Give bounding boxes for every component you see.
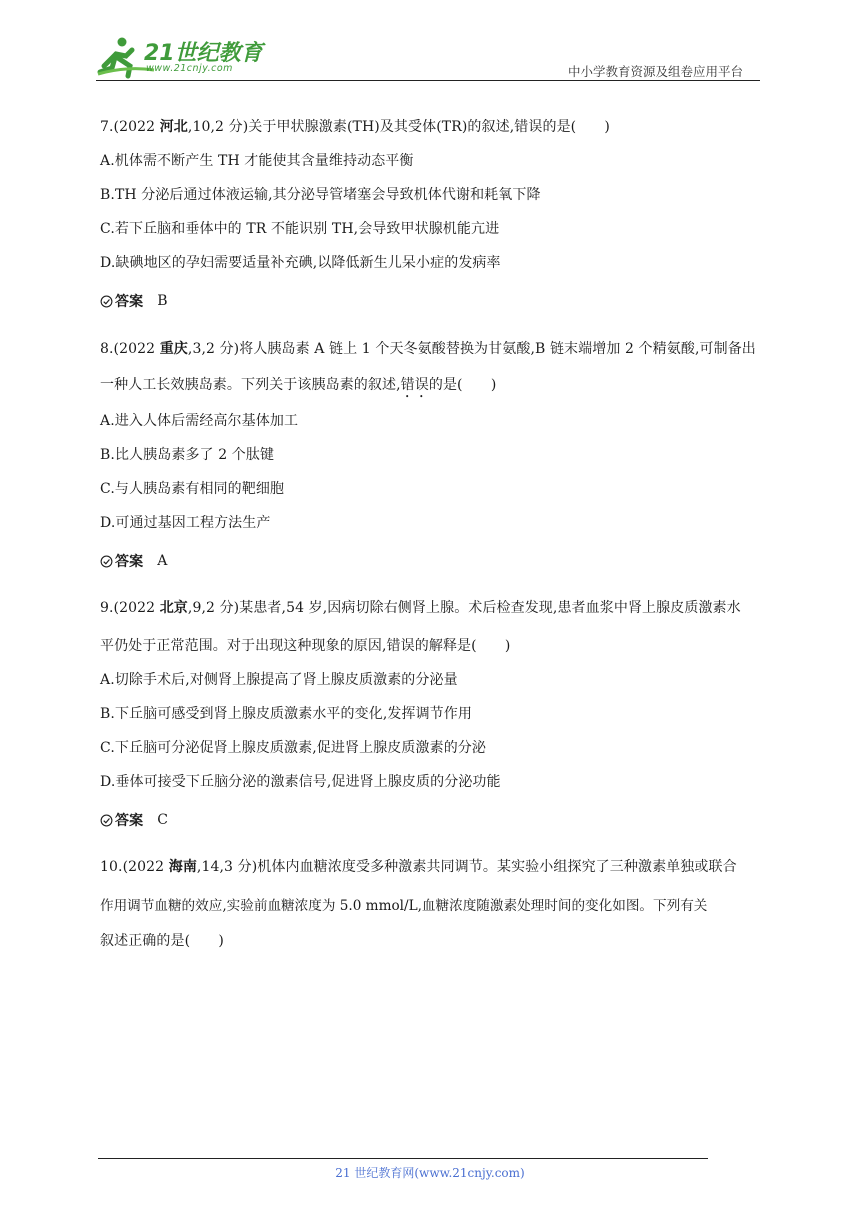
logo-text: 21世纪教育 — [144, 41, 263, 66]
question-10-stem-cont: 叙述正确的是( ) — [100, 933, 224, 949]
question-source: 海南 — [168, 859, 197, 875]
question-text: 的是( ) — [428, 377, 497, 393]
answer-label: 答案 — [115, 294, 144, 310]
question-source: 北京 — [159, 600, 188, 616]
answer-row — [100, 551, 167, 571]
question-number: 8.(2022 — [100, 341, 160, 357]
question-number: 9.(2022 — [100, 600, 160, 616]
option-c: C.下丘脑可分泌促肾上腺皮质激素,促进肾上腺皮质激素的分泌 — [100, 740, 487, 756]
question-score: ,10,2 分 — [187, 119, 243, 135]
question-source: 河北 — [159, 119, 188, 135]
option-d: D.可通过基因工程方法生产 — [100, 515, 271, 531]
emphasis-text: 错误 — [400, 377, 429, 393]
question-score: ,3,2 分 — [187, 341, 234, 357]
option-d: D.缺碘地区的孕妇需要适量补充碘,以降低新生儿呆小症的发病率 — [100, 255, 501, 271]
question-text: 关于甲状腺激素(TH)及其受体(TR)的叙述,错误的是( ) — [248, 119, 610, 135]
check-circle-icon — [100, 295, 113, 308]
answer-label: 答案 — [115, 813, 144, 829]
answer-value: B — [157, 293, 168, 309]
option-b: B.下丘脑可感受到肾上腺皮质激素水平的变化,发挥调节作用 — [100, 706, 472, 722]
question-10-stem-cont: 作用调节血糖的效应,实验前血糖浓度为 5.0 mmol/L,血糖浓度随激素处理时间的变化如图。下列有关 — [100, 898, 708, 914]
question-8-stem: 8.(2022 重庆,3,2 分)将人胰岛素 A 链上 1 个天冬氨酸替换为甘氨酸,B 链末端增加 2 个精氨酸,可制备出 — [100, 341, 756, 357]
question-text: 一种人工长效胰岛素。下列关于该胰岛素的叙述, — [100, 377, 401, 393]
question-text: 机体内血糖浓度受多种激素共同调节。某实验小组探究了三种激素单独或联合 — [257, 859, 737, 875]
logo-url: www.21cnjy.com — [146, 63, 233, 74]
option-b: B.TH 分泌后通过体液运输,其分泌导管堵塞会导致机体代谢和耗氧下降 — [100, 187, 541, 203]
footer-divider — [98, 1158, 708, 1159]
question-7-stem: 7.(2022 河北,10,2 分)关于甲状腺激素(TH)及其受体(TR)的叙述,错误的是( ) — [100, 119, 610, 135]
header-platform-text: 中小学教育资源及组卷应用平台 — [568, 64, 744, 79]
check-circle-icon — [100, 555, 113, 568]
option-a: A.切除手术后,对侧肾上腺提高了肾上腺皮质激素的分泌量 — [100, 672, 458, 688]
question-text: 将人胰岛素 A 链上 1 个天冬氨酸替换为甘氨酸,B 链末端增加 2 个精氨酸,可制备出 — [239, 341, 756, 357]
check-circle-icon — [100, 814, 113, 827]
option-a: A.进入人体后需经高尔基体加工 — [100, 413, 299, 429]
question-10-stem: 10.(2022 海南,14,3 分)机体内血糖浓度受多种激素共同调节。某实验小组探究了三种激素单独或联合 — [100, 859, 737, 875]
option-d: D.垂体可接受下丘脑分泌的激素信号,促进肾上腺皮质的分泌功能 — [100, 774, 501, 790]
header-divider — [96, 80, 760, 81]
answer-label: 答案 — [115, 554, 144, 570]
footer-text: 21 世纪教育网(www.21cnjy.com) — [335, 1166, 525, 1180]
question-score: ,9,2 分 — [187, 600, 234, 616]
site-logo — [96, 36, 266, 80]
question-9-stem: 9.(2022 北京,9,2 分)某患者,54 岁,因病切除右侧肾上腺。术后检查发现,患者血浆中肾上腺皮质激素水 — [100, 600, 741, 616]
question-source: 重庆 — [159, 341, 188, 357]
question-9-stem-cont: 平仍处于正常范围。对于出现这种现象的原因,错误的解释是( ) — [100, 638, 511, 654]
question-score: ,14,3 分 — [196, 859, 252, 875]
question-text: 某患者,54 岁,因病切除右侧肾上腺。术后检查发现,患者血浆中肾上腺皮质激素水 — [239, 600, 741, 616]
answer-value: C — [157, 812, 169, 828]
answer-value: A — [157, 553, 168, 569]
answer-row — [100, 810, 168, 830]
option-c: C.与人胰岛素有相同的靶细胞 — [100, 481, 285, 497]
question-number: 7.(2022 — [100, 119, 160, 135]
question-8-stem-cont — [100, 374, 496, 401]
question-number: 10.(2022 — [100, 859, 169, 875]
answer-row — [100, 291, 168, 311]
option-a: A.机体需不断产生 TH 才能使其含量维持动态平衡 — [100, 153, 414, 169]
option-c: C.若下丘脑和垂体中的 TR 不能识别 TH,会导致甲状腺机能亢进 — [100, 221, 500, 237]
option-b: B.比人胰岛素多了 2 个肽键 — [100, 447, 275, 463]
